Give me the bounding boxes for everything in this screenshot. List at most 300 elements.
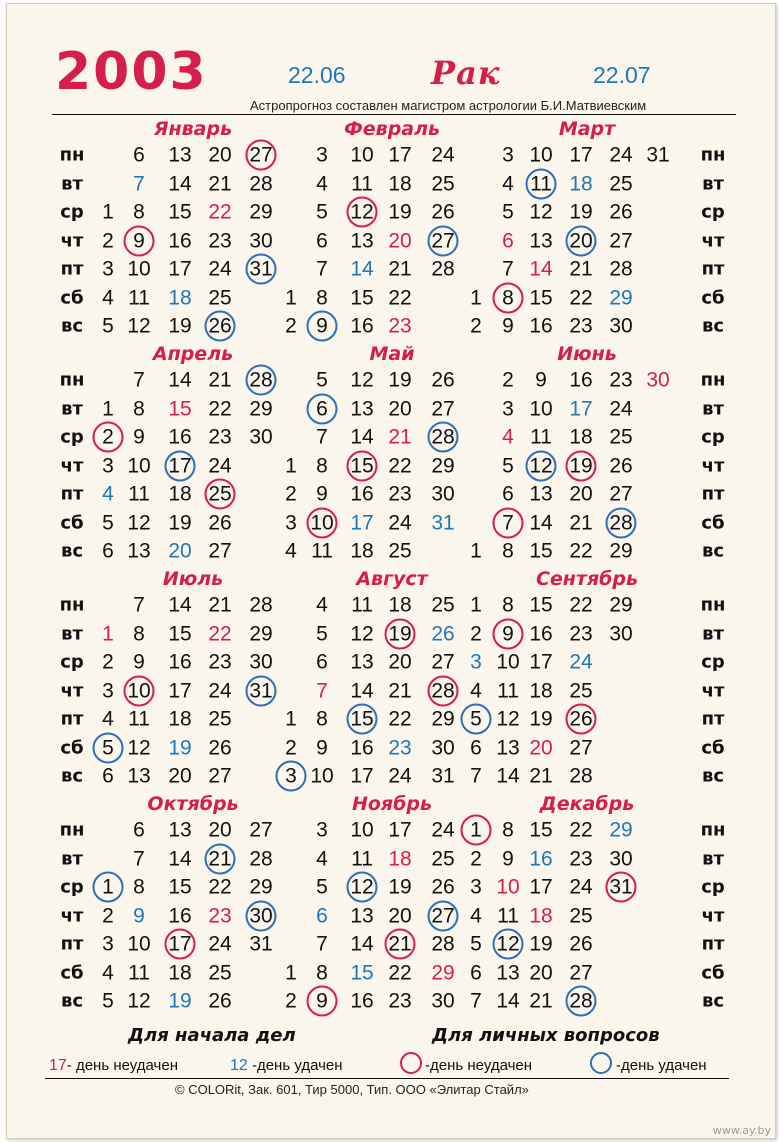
calendar-day: 22 <box>208 397 232 420</box>
sign-start-date: 22.06 <box>288 62 346 88</box>
lucky-day-circle <box>428 422 459 453</box>
lucky-day-circle <box>246 365 277 396</box>
lucky-day-circle <box>347 872 378 903</box>
calendar-day: 12 <box>127 736 151 759</box>
calendar-day: 24 <box>609 143 633 167</box>
calendar-day: 19 <box>569 454 593 477</box>
calendar-day: 13 <box>529 482 553 506</box>
calendar-day: 28 <box>249 847 273 870</box>
calendar-day: 29 <box>431 454 455 477</box>
calendar-day: 5 <box>316 875 328 899</box>
calendar-day: 21 <box>388 257 412 281</box>
unlucky-day-circle <box>205 479 236 510</box>
calendar-day: 16 <box>168 904 192 927</box>
calendar-day: 3 <box>102 679 114 702</box>
calendar-day: 14 <box>350 425 374 449</box>
calendar-day: 31 <box>646 143 670 167</box>
calendar-day: 1 <box>102 622 114 645</box>
calendar-day: 12 <box>496 932 520 956</box>
weekday-label-left: вт <box>61 173 83 194</box>
calendar-day: 8 <box>502 818 514 842</box>
calendar-day: 15 <box>529 539 553 563</box>
calendar-day: 6 <box>470 961 482 984</box>
lucky-day-circle <box>307 311 338 342</box>
calendar-day: 9 <box>502 847 514 870</box>
calendar-day: 30 <box>646 368 670 392</box>
weekday-label-right: вт <box>702 623 724 644</box>
calendar-day: 29 <box>431 707 455 731</box>
unlucky-day-circle <box>493 507 524 538</box>
calendar-day: 12 <box>127 314 151 338</box>
calendar-day: 30 <box>609 847 633 870</box>
calendar-day: 30 <box>249 904 273 927</box>
calendar-day: 15 <box>529 818 553 842</box>
calendar-day: 19 <box>529 707 553 731</box>
unlucky-day-circle <box>385 929 416 960</box>
calendar-day: 15 <box>529 286 553 309</box>
calendar-day: 1 <box>285 707 297 731</box>
weekday-label-left: сб <box>60 287 84 308</box>
calendar-day: 5 <box>470 707 482 731</box>
lucky-day-circle <box>428 900 459 931</box>
calendar-day: 8 <box>502 286 514 309</box>
calendar-day: 3 <box>470 650 482 674</box>
calendar-day: 24 <box>208 257 232 281</box>
calendar-day: 2 <box>285 314 297 338</box>
calendar-day: 7 <box>470 989 482 1013</box>
calendar-day: 27 <box>249 143 273 167</box>
calendar-day: 6 <box>133 143 145 167</box>
calendar-day: 22 <box>208 875 232 899</box>
calendar-day: 28 <box>569 989 593 1013</box>
calendar-day: 12 <box>350 200 374 224</box>
calendar-day: 16 <box>350 989 374 1013</box>
calendar-day: 28 <box>609 511 633 534</box>
calendar-day: 24 <box>208 679 232 702</box>
calendar-day: 18 <box>168 961 192 984</box>
calendar-day: 20 <box>388 904 412 927</box>
calendar-day: 1 <box>102 397 114 420</box>
calendar-day: 25 <box>208 286 232 309</box>
calendar-day: 13 <box>350 229 374 252</box>
calendar-day: 22 <box>388 707 412 731</box>
calendar-day: 9 <box>316 482 328 506</box>
calendar-day: 18 <box>350 539 374 563</box>
calendar-day: 9 <box>133 425 145 449</box>
legend-title-business: Для начала дел <box>128 1025 296 1046</box>
calendar-day: 24 <box>208 454 232 477</box>
calendar-day: 20 <box>168 764 192 788</box>
weekday-label-left: ср <box>60 201 84 223</box>
calendar-day: 14 <box>168 847 192 870</box>
calendar-day: 5 <box>502 200 514 224</box>
weekday-label-right: ср <box>701 426 725 448</box>
calendar-day: 3 <box>502 397 514 420</box>
calendar-day: 3 <box>502 143 514 167</box>
calendar-day: 1 <box>285 454 297 477</box>
weekday-label-right: вт <box>702 398 724 419</box>
calendar-day: 11 <box>497 904 519 927</box>
calendar-day: 23 <box>388 989 412 1013</box>
calendar-day: 26 <box>569 932 593 956</box>
weekday-label-left: пн <box>59 594 85 616</box>
calendar-day: 26 <box>431 368 455 392</box>
calendar-day: 6 <box>133 818 145 842</box>
calendar-day: 4 <box>316 847 328 870</box>
calendar-day: 13 <box>350 650 374 674</box>
calendar-day: 26 <box>609 454 633 477</box>
month-title: Декабрь <box>539 793 635 815</box>
calendar-day: 27 <box>609 482 633 506</box>
weekday-label-right: чт <box>701 455 725 476</box>
legend-lucky-number-sample: 12 <box>230 1057 248 1074</box>
calendar-day: 18 <box>569 172 593 195</box>
weekday-label-left: вт <box>61 623 83 644</box>
calendar-day: 12 <box>350 622 374 645</box>
calendar-day: 13 <box>168 143 192 167</box>
calendar-day: 15 <box>168 200 192 224</box>
calendar-day: 26 <box>208 736 232 759</box>
calendar-day: 25 <box>609 172 633 195</box>
weekday-label-right: чт <box>701 230 725 251</box>
calendar-day: 14 <box>529 257 553 281</box>
calendar-day: 17 <box>168 257 192 281</box>
calendar-day: 24 <box>431 143 455 167</box>
calendar-day: 26 <box>431 622 455 645</box>
calendar-day: 4 <box>470 904 482 927</box>
calendar-day: 22 <box>569 818 593 842</box>
calendar-day: 2 <box>102 425 114 449</box>
calendar-day: 5 <box>316 200 328 224</box>
weekday-label-left: сб <box>60 962 84 983</box>
calendar-day: 10 <box>127 679 151 702</box>
legend-red-circle-icon <box>400 1052 422 1074</box>
calendar-day: 20 <box>569 482 593 506</box>
lucky-day-circle <box>526 450 557 481</box>
calendar-day: 25 <box>569 679 593 702</box>
weekday-label-right: чт <box>701 680 725 701</box>
unlucky-day-circle <box>347 450 378 481</box>
calendar-day: 14 <box>350 932 374 956</box>
month-title: Октябрь <box>147 793 239 815</box>
lucky-day-circle <box>428 225 459 256</box>
calendar-day: 15 <box>168 397 192 420</box>
weekday-label-right: сб <box>701 962 725 983</box>
calendar-day: 20 <box>529 736 553 759</box>
weekday-label-right: сб <box>701 737 725 758</box>
calendar-day: 23 <box>569 847 593 870</box>
calendar-day: 3 <box>316 818 328 842</box>
calendar-day: 16 <box>529 622 553 645</box>
calendar-day: 9 <box>316 314 328 338</box>
legend-title-personal: Для личных вопросов <box>432 1025 660 1046</box>
calendar-day: 18 <box>529 904 553 927</box>
calendar-day: 21 <box>388 425 412 449</box>
weekday-label-right: пт <box>701 258 725 280</box>
month-title: Август <box>356 568 428 590</box>
calendar-day: 27 <box>609 229 633 252</box>
calendar-day: 27 <box>208 539 232 563</box>
legend-lucky-number-text: -день удачен <box>251 1057 343 1074</box>
lucky-day-circle <box>205 843 236 874</box>
calendar-day: 4 <box>316 593 328 617</box>
calendar-day: 4 <box>102 286 114 309</box>
calendar-day: 18 <box>529 679 553 702</box>
calendar-day: 3 <box>102 932 114 956</box>
lucky-day-circle <box>246 675 277 706</box>
calendar-day: 29 <box>249 875 273 899</box>
calendar-day: 23 <box>208 229 232 252</box>
calendar-day: 14 <box>350 679 374 702</box>
calendar-day: 16 <box>168 229 192 252</box>
calendar-day: 21 <box>529 989 553 1013</box>
calendar-day: 20 <box>569 229 593 252</box>
calendar-day: 7 <box>316 425 328 449</box>
calendar-day: 11 <box>351 593 373 617</box>
calendar-day: 30 <box>609 314 633 338</box>
calendar-day: 26 <box>431 875 455 899</box>
calendar-day: 2 <box>470 622 482 645</box>
calendar-day: 25 <box>208 961 232 984</box>
weekday-label-left: пт <box>60 258 84 280</box>
calendar-day: 11 <box>351 172 373 195</box>
calendar-day: 11 <box>351 847 373 870</box>
calendar-day: 23 <box>609 368 633 392</box>
calendar-day: 13 <box>350 904 374 927</box>
calendar-day: 5 <box>102 989 114 1013</box>
calendar-day: 10 <box>496 875 520 899</box>
sign-end-date: 22.07 <box>593 62 651 88</box>
calendar-day: 10 <box>310 764 334 788</box>
calendar-day: 18 <box>388 172 412 195</box>
calendar-day: 14 <box>529 511 553 534</box>
weekday-label-right: вс <box>701 315 725 337</box>
weekday-label-right: ср <box>701 651 725 673</box>
calendar-day: 8 <box>316 454 328 477</box>
weekday-label-left: пн <box>59 144 85 166</box>
calendar-day: 27 <box>569 736 593 759</box>
unlucky-day-circle <box>93 422 124 453</box>
calendar-day: 2 <box>285 736 297 759</box>
calendar-day: 17 <box>569 397 593 420</box>
calendar-day: 19 <box>168 511 192 534</box>
calendar-day: 28 <box>249 368 273 392</box>
calendar-day: 12 <box>127 511 151 534</box>
weekday-label-left: сб <box>60 512 84 533</box>
calendar-day: 11 <box>497 679 519 702</box>
calendar-day: 17 <box>168 679 192 702</box>
calendar-day: 18 <box>168 707 192 731</box>
calendar-day: 29 <box>609 593 633 617</box>
calendar-day: 19 <box>168 314 192 338</box>
calendar-day: 20 <box>388 229 412 252</box>
calendar-day: 7 <box>133 368 145 392</box>
calendar-day: 25 <box>431 847 455 870</box>
unlucky-day-circle <box>246 140 277 171</box>
calendar-day: 31 <box>249 257 273 281</box>
weekday-label-left: пн <box>59 819 85 841</box>
calendar-day: 10 <box>350 143 374 167</box>
calendar-day: 17 <box>529 650 553 674</box>
calendar-day: 8 <box>316 286 328 309</box>
calendar-day: 28 <box>431 425 455 449</box>
calendar-day: 2 <box>102 650 114 674</box>
calendar-day: 21 <box>569 511 593 534</box>
calendar-day: 6 <box>470 736 482 759</box>
calendar-day: 22 <box>388 961 412 984</box>
calendar-day: 25 <box>609 425 633 449</box>
unlucky-day-circle <box>493 618 524 649</box>
calendar-day: 21 <box>208 593 232 617</box>
calendar-day: 21 <box>208 172 232 195</box>
month-title: Февраль <box>343 118 441 140</box>
calendar-day: 3 <box>285 764 297 788</box>
calendar-day: 4 <box>316 172 328 195</box>
calendar-day: 4 <box>102 482 114 506</box>
calendar-day: 15 <box>350 707 374 731</box>
calendar-day: 6 <box>102 539 114 563</box>
unlucky-day-circle <box>124 225 155 256</box>
calendar-day: 13 <box>350 397 374 420</box>
weekday-label-right: пт <box>701 483 725 505</box>
weekday-label-left: вс <box>60 990 84 1012</box>
legend-blue-circle-icon <box>590 1052 612 1074</box>
calendar-day: 13 <box>127 764 151 788</box>
calendar-day: 16 <box>350 736 374 759</box>
calendar-day: 14 <box>168 593 192 617</box>
calendar-day: 30 <box>431 989 455 1013</box>
calendar-day: 10 <box>310 511 334 534</box>
calendar-day: 14 <box>168 172 192 195</box>
calendar-day: 16 <box>350 482 374 506</box>
calendar-day: 16 <box>569 368 593 392</box>
calendar-day: 15 <box>350 961 374 984</box>
calendar-day: 2 <box>102 229 114 252</box>
calendar-day: 6 <box>316 904 328 927</box>
calendar-day: 10 <box>127 257 151 281</box>
calendar-day: 22 <box>569 593 593 617</box>
lucky-day-circle <box>566 225 597 256</box>
calendar-day: 1 <box>470 818 482 842</box>
unlucky-day-circle <box>606 872 637 903</box>
calendar-day: 29 <box>609 818 633 842</box>
calendar-day: 8 <box>502 539 514 563</box>
calendar-day: 21 <box>208 368 232 392</box>
calendar-day: 3 <box>316 143 328 167</box>
calendar-day: 4 <box>502 425 514 449</box>
month-title: Ноябрь <box>351 793 433 815</box>
calendar-day: 1 <box>470 286 482 309</box>
calendar-day: 2 <box>285 482 297 506</box>
weekday-label-left: вс <box>60 315 84 337</box>
calendar-day: 12 <box>127 989 151 1013</box>
calendar-day: 14 <box>496 989 520 1013</box>
lucky-day-circle <box>93 732 124 763</box>
calendar-day: 22 <box>208 200 232 224</box>
calendar-day: 4 <box>102 707 114 731</box>
legend-lucky-number <box>230 1057 343 1075</box>
calendar-day: 27 <box>431 397 455 420</box>
weekday-label-right: вт <box>702 173 724 194</box>
unlucky-day-circle <box>307 507 338 538</box>
year-title: 2003 <box>55 42 208 102</box>
calendar-day: 6 <box>502 229 514 252</box>
weekday-label-right: пн <box>700 594 726 616</box>
weekday-label-left: пн <box>59 369 85 391</box>
unlucky-day-circle <box>428 675 459 706</box>
calendar-day: 16 <box>529 847 553 870</box>
calendar-day: 9 <box>502 314 514 338</box>
calendar-day: 15 <box>350 286 374 309</box>
calendar-day: 24 <box>208 932 232 956</box>
calendar-day: 25 <box>208 707 232 731</box>
weekday-label-left: вс <box>60 765 84 787</box>
unlucky-day-circle <box>307 986 338 1017</box>
calendar-day: 17 <box>388 818 412 842</box>
calendar-day: 25 <box>569 904 593 927</box>
calendar-day: 18 <box>168 482 192 506</box>
calendar-day: 7 <box>502 257 514 281</box>
calendar-day: 6 <box>102 764 114 788</box>
lucky-day-circle <box>93 872 124 903</box>
zodiac-sign: Рак <box>431 54 501 92</box>
calendar-day: 9 <box>535 368 547 392</box>
calendar-day: 8 <box>133 397 145 420</box>
lucky-day-circle <box>566 986 597 1017</box>
weekday-label-left: ср <box>60 651 84 673</box>
calendar-day: 26 <box>208 314 232 338</box>
calendar-day: 21 <box>388 932 412 956</box>
calendar-day: 16 <box>168 425 192 449</box>
calendar-day: 10 <box>350 818 374 842</box>
calendar-day: 30 <box>431 736 455 759</box>
calendar-day: 18 <box>388 593 412 617</box>
calendar-day: 19 <box>168 736 192 759</box>
calendar-day: 13 <box>496 961 520 984</box>
calendar-day: 31 <box>431 511 455 534</box>
calendar-day: 12 <box>496 707 520 731</box>
calendar-day: 25 <box>388 539 412 563</box>
calendar-day: 11 <box>530 425 552 449</box>
calendar-day: 20 <box>388 650 412 674</box>
calendar-day: 1 <box>285 286 297 309</box>
legend-blue-circle-text: -день удачен <box>616 1057 707 1074</box>
calendar-day: 29 <box>609 539 633 563</box>
calendar-day: 22 <box>388 454 412 477</box>
weekday-label-left: чт <box>60 455 84 476</box>
calendar-day: 4 <box>285 539 297 563</box>
calendar-day: 9 <box>316 989 328 1013</box>
calendar-day: 11 <box>128 482 150 506</box>
weekday-label-left: ср <box>60 426 84 448</box>
calendar-day: 29 <box>249 397 273 420</box>
calendar-day: 17 <box>350 511 374 534</box>
calendar-day: 17 <box>168 454 192 477</box>
weekday-label-left: чт <box>60 230 84 251</box>
weekday-label-left: вт <box>61 848 83 869</box>
calendar-day: 16 <box>529 314 553 338</box>
unlucky-day-circle <box>347 197 378 228</box>
calendar-day: 6 <box>316 229 328 252</box>
calendar-day: 21 <box>529 764 553 788</box>
calendar-day: 23 <box>208 650 232 674</box>
calendar-day: 15 <box>529 593 553 617</box>
calendar-day: 31 <box>249 679 273 702</box>
legend-unlucky-number-sample: 17 <box>49 1057 67 1074</box>
calendar-day: 11 <box>530 172 552 195</box>
lucky-day-circle <box>461 704 492 735</box>
calendar-day: 3 <box>102 257 114 281</box>
